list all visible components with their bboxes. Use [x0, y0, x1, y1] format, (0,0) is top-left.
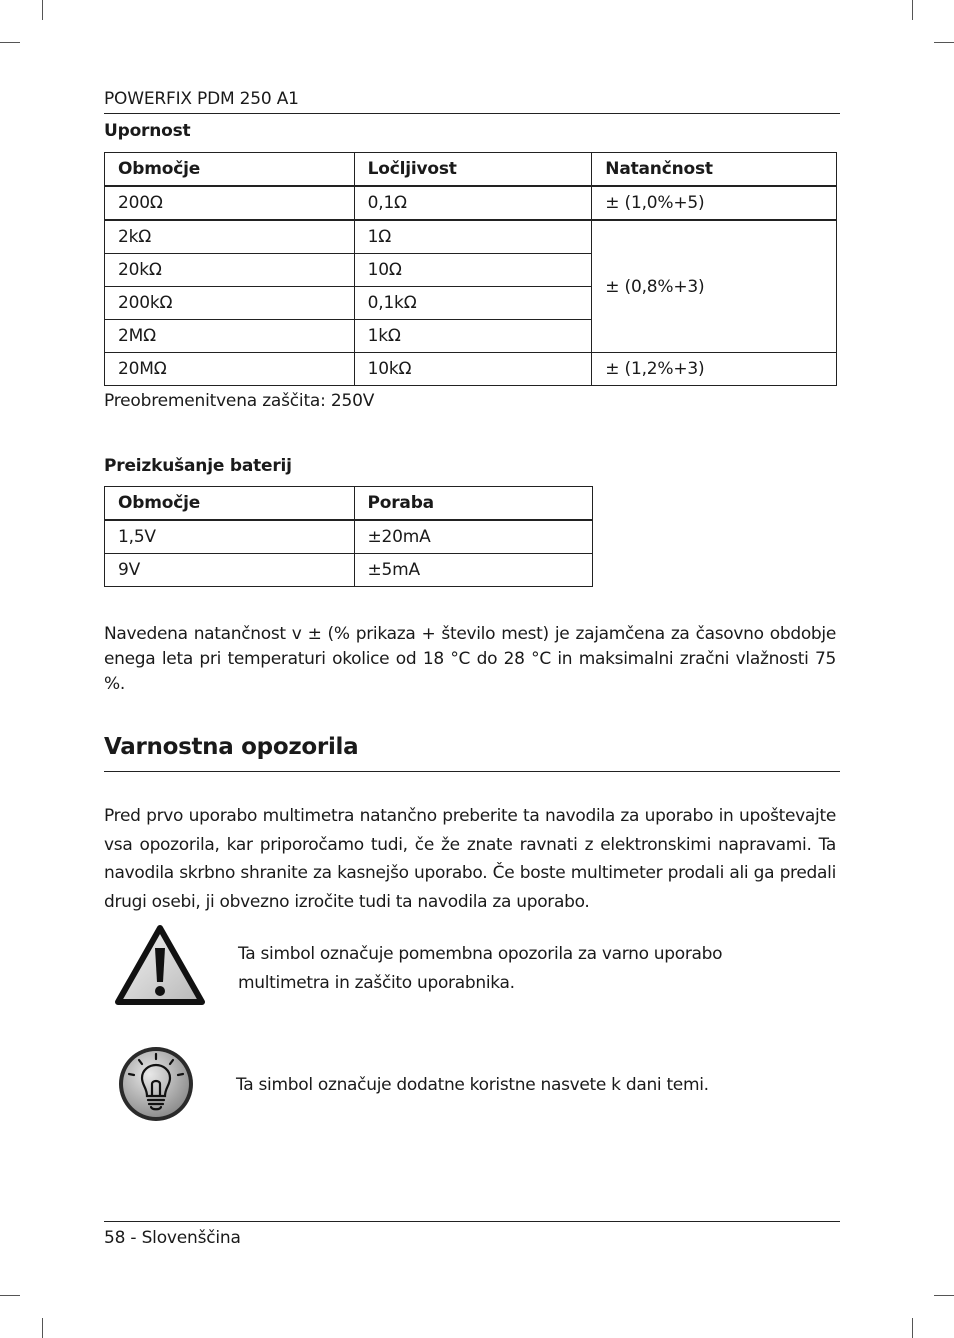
table-cell: ± (1,2%+3) [592, 353, 837, 386]
crop-mark [42, 1318, 43, 1338]
crop-mark [42, 0, 43, 20]
crop-mark [0, 1295, 20, 1296]
battery-heading: Preizkušanje baterij [104, 456, 292, 476]
table-cell: 10Ω [354, 254, 592, 287]
table-cell: 20MΩ [105, 353, 355, 386]
table-cell: 1,5V [105, 520, 355, 554]
crop-mark [934, 42, 954, 43]
table-cell: 2kΩ [105, 220, 355, 254]
document-header-title: POWERFIX PDM 250 A1 [104, 89, 299, 109]
table-cell: ±20mA [354, 520, 593, 554]
table-cell: 9V [105, 554, 355, 587]
table-row [105, 554, 593, 587]
table-header-row [105, 153, 837, 187]
crop-mark [934, 1295, 954, 1296]
accuracy-paragraph: Navedena natančnost v ± (% prikaza + število mest) je zajamčena za časovno obdobje enega leta pri temperaturi okolice od 18 °C do 28 °C in maksimalni zračni vlažnosti 75 %. [104, 624, 836, 694]
crop-mark [912, 0, 913, 20]
tip-symbol-text: Ta simbol označuje dodatne koristne nasvete k dani temi. [236, 1075, 709, 1095]
table-cell-merged: ± (0,8%+3) [592, 220, 837, 353]
table-cell: 0,1kΩ [354, 287, 592, 320]
table-cell: 10kΩ [354, 353, 592, 386]
warning-triangle-icon [114, 924, 206, 1006]
table-header-row [105, 487, 593, 521]
crop-mark [912, 1318, 913, 1338]
table-cell: 1kΩ [354, 320, 592, 353]
table-cell: 200kΩ [105, 287, 355, 320]
table-cell: 200Ω [105, 186, 355, 220]
table-row [105, 186, 837, 220]
column-header: Ločljivost [354, 153, 592, 187]
table-cell: ± (1,0%+5) [592, 186, 837, 220]
overload-protection-note: Preobremenitvena zaščita: 250V [104, 391, 375, 411]
column-header: Območje [105, 487, 355, 521]
table-cell: 0,1Ω [354, 186, 592, 220]
resistance-heading: Upornost [104, 121, 191, 141]
page-number-label: 58 - Slovenščina [104, 1228, 241, 1248]
warning-symbol-text: Ta simbol označuje pomembna opozorila za varno uporabo multimetra in zaščito uporabnika. [238, 944, 723, 993]
column-header: Območje [105, 153, 355, 187]
table-row [105, 520, 593, 554]
table-row [105, 220, 837, 254]
column-header: Natančnost [592, 153, 837, 187]
lightbulb-icon [116, 1044, 196, 1124]
table-cell: 20kΩ [105, 254, 355, 287]
column-header: Poraba [354, 487, 593, 521]
battery-table [104, 486, 593, 587]
crop-mark [0, 42, 20, 43]
table-cell: ±5mA [354, 554, 593, 587]
table-row [105, 353, 837, 386]
table-cell: 1Ω [354, 220, 592, 254]
footer-rule [104, 1221, 840, 1222]
table-cell: 2MΩ [105, 320, 355, 353]
header-rule [104, 113, 840, 114]
section-heading-safety: Varnostna opozorila [104, 734, 359, 760]
resistance-table [104, 152, 837, 386]
safety-intro-paragraph: Pred prvo uporabo multimetra natančno preberite ta navodila za uporabo in upoštevajte vsa opozorila, kar priporočamo tudi, če že znate ravnati z elektronskimi napravami. Ta navodila skrbno shranite za kasnejšo uporabo. Če boste multimeter prodali ali ga predali drugi osebi, ji obvezno izročite tudi ta navodila za uporabo. [104, 806, 836, 912]
section-heading-rule [104, 771, 840, 772]
